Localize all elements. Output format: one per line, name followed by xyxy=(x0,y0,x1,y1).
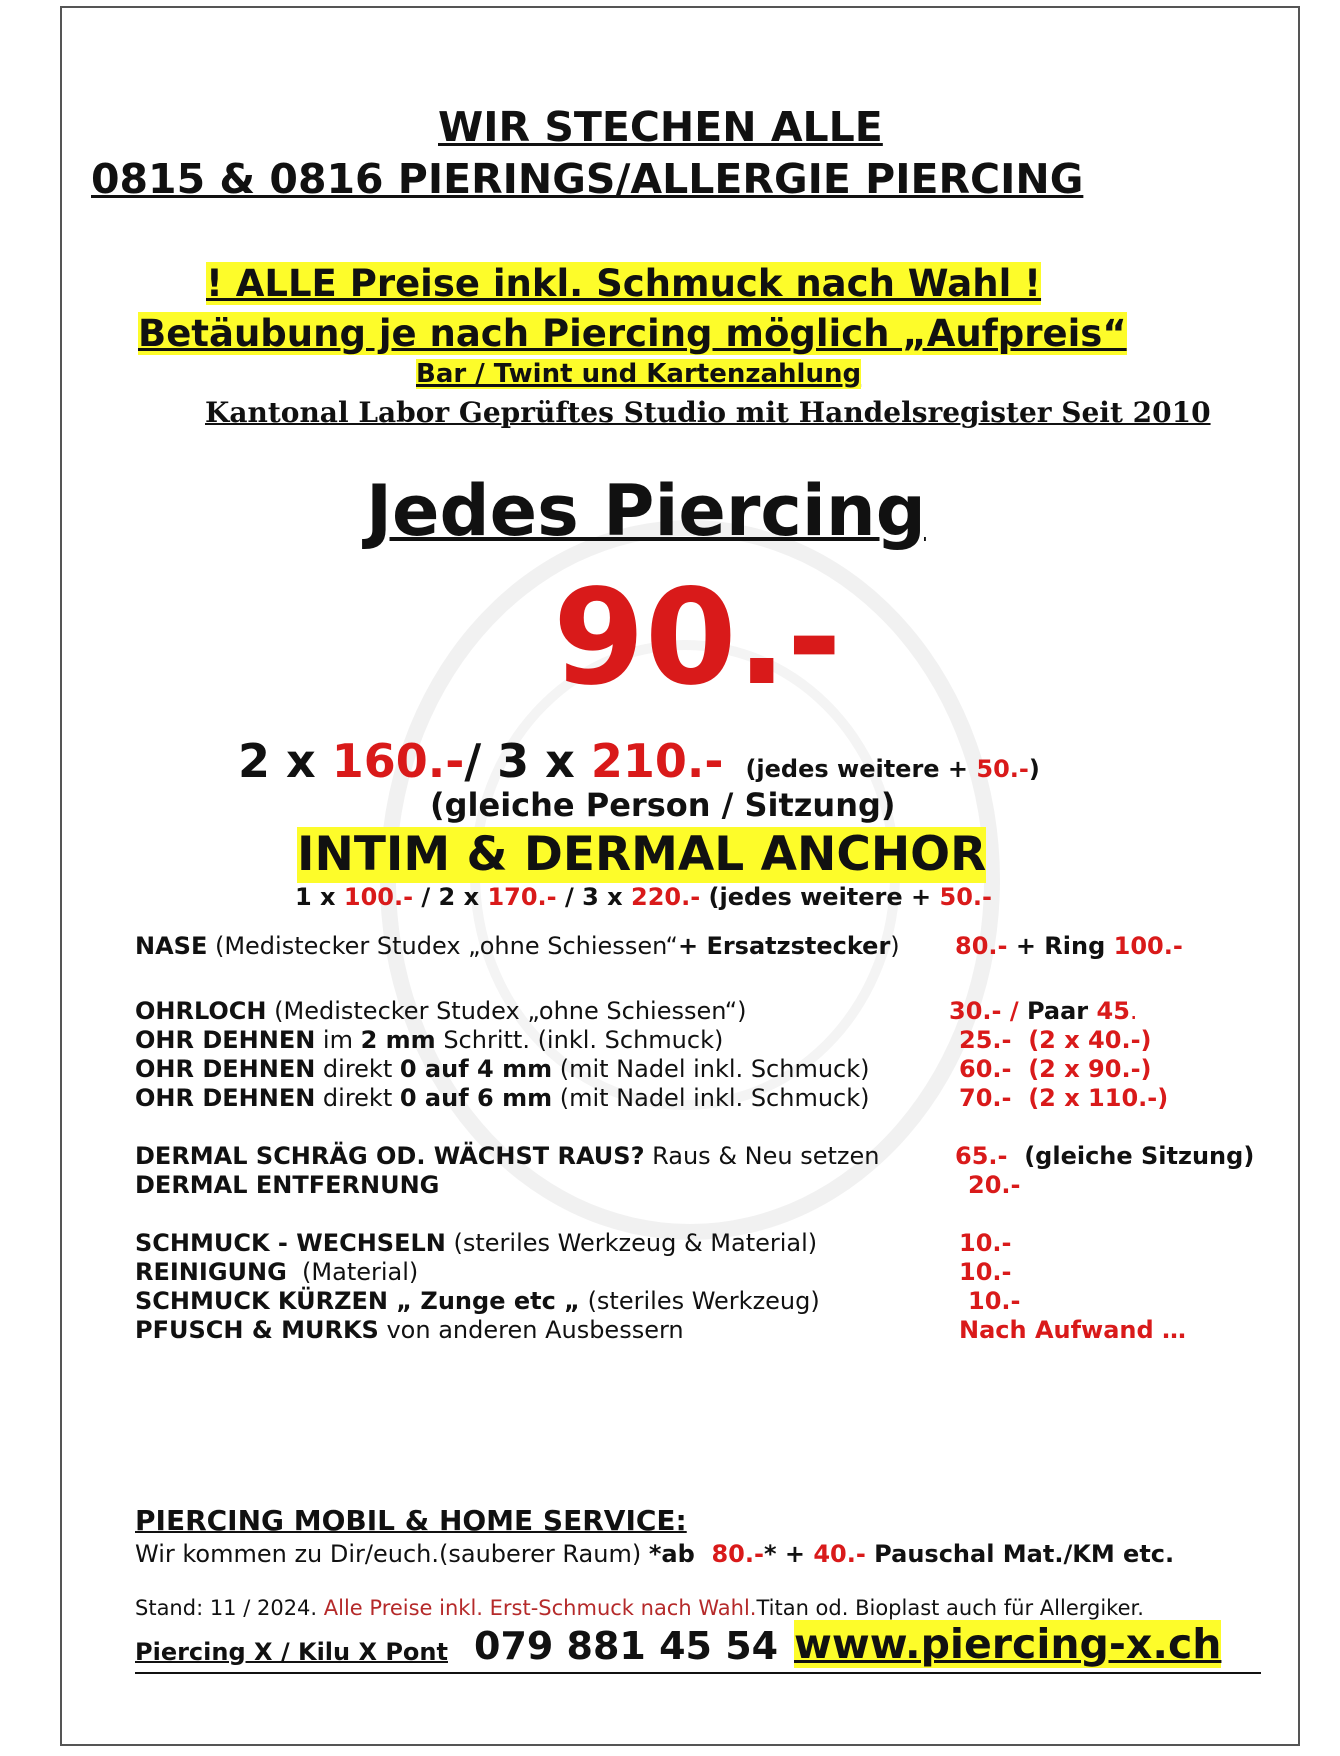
ear-row-dehnen-2mm xyxy=(135,1026,723,1055)
ear-price: 30.- xyxy=(949,997,1010,1025)
multi-price-3x: 210.- xyxy=(590,734,724,788)
mobile-text-1: Wir kommen zu Dir/euch.(sauberer Raum) xyxy=(135,1540,649,1568)
mobile-text-4: Pauschal Mat./KM etc. xyxy=(865,1540,1175,1568)
nase-desc: (Medistecker Studex „ohne Schiessen“ xyxy=(207,932,678,960)
ear-price-ohrloch xyxy=(949,997,1138,1026)
intim-title: INTIM & DERMAL ANCHOR xyxy=(297,827,987,882)
service-price-wechseln: 10.- xyxy=(959,1229,1012,1257)
nase-desc-bold: + Ersatzstecker xyxy=(677,932,891,960)
mobile-text-2: *ab xyxy=(648,1540,712,1568)
nase-ring-price: 100.- xyxy=(1113,932,1183,960)
mobile-service-title: PIERCING MOBIL & HOME SERVICE: xyxy=(135,1504,687,1537)
service-price-reinigung: 10.- xyxy=(959,1258,1012,1286)
intim-label-3: / 3 x xyxy=(556,883,632,911)
footer-stand-date: Stand: 11 / 2024. xyxy=(135,1596,324,1620)
intim-price-4: 50.- xyxy=(939,883,992,911)
mobile-service-text xyxy=(135,1540,1174,1568)
same-session-note: (gleiche Person / Sitzung) xyxy=(430,786,896,824)
service-label: PFUSCH & MURKS xyxy=(135,1316,379,1344)
ear-desc: (Medistecker Studex „ohne Schiessen“) xyxy=(266,997,747,1025)
nase-price xyxy=(955,932,1183,961)
nase-label: NASE xyxy=(135,932,208,960)
main-offer-title: Jedes Piercing xyxy=(366,470,926,552)
multi-label-3x: / 3 x xyxy=(464,734,591,788)
dermal-price: 65.- xyxy=(955,1142,1008,1170)
ear-price: 60.- xyxy=(959,1055,1012,1083)
intim-label-2: / 2 x xyxy=(413,883,488,911)
footer-website[interactable]: www.piercing-x.ch xyxy=(794,1620,1222,1668)
ear-extra-price: 45 xyxy=(1096,997,1130,1025)
nase-ring-label: + Ring xyxy=(1007,932,1114,960)
intim-label-1: 1 x xyxy=(295,883,344,911)
mobile-price-1: 80.- xyxy=(711,1540,764,1568)
intim-prices xyxy=(295,883,992,911)
footer-underline xyxy=(135,1672,1261,1674)
ear-desc: direkt xyxy=(315,1084,400,1112)
service-row-reinigung xyxy=(135,1258,418,1287)
ear-price: 70.- xyxy=(959,1084,1012,1112)
ear-extra: Paar xyxy=(1026,997,1097,1025)
ear-row-dehnen-4mm xyxy=(135,1055,870,1084)
dermal-row-fix xyxy=(135,1142,879,1171)
service-price-kuerzen: 10.- xyxy=(968,1287,1021,1315)
payment-methods: Bar / Twint und Kartenzahlung xyxy=(416,359,862,389)
intim-label-4: (jedes weitere + xyxy=(700,883,940,911)
studio-certification: Kantonal Labor Geprüftes Studio mit Handelsregister Seit 2010 xyxy=(205,396,1211,429)
ear-desc: direkt xyxy=(315,1055,400,1083)
ear-desc-2: (mit Nadel inkl. Schmuck) xyxy=(552,1055,870,1083)
mobile-price-2: 40.- xyxy=(813,1540,866,1568)
service-label: REINIGUNG xyxy=(135,1258,287,1286)
ear-desc-2: Schritt. (inkl. Schmuck) xyxy=(435,1026,724,1054)
dermal-price-fix xyxy=(955,1142,1254,1171)
multi-price-2x: 160.- xyxy=(331,734,465,788)
dermal-extra: (gleiche Sitzung) xyxy=(1007,1142,1255,1170)
dermal-label: DERMAL SCHRÄG OD. WÄCHST RAUS? xyxy=(135,1142,645,1170)
ear-desc-bold: 0 auf 4 mm xyxy=(399,1055,553,1083)
header-line-2: 0815 & 0816 PIERINGS/ALLERGIE PIERCING xyxy=(91,155,1084,203)
main-offer-price: 90.- xyxy=(553,561,842,715)
ear-price: 25.- xyxy=(959,1026,1012,1054)
ear-extra: (2 x 110.-) xyxy=(1011,1084,1169,1112)
service-price-pfusch: Nach Aufwand … xyxy=(959,1316,1187,1344)
dermal-label: DERMAL ENTFERNUNG xyxy=(135,1171,440,1199)
intim-price-2: 170.- xyxy=(487,883,557,911)
service-row-wechseln xyxy=(135,1229,817,1258)
dermal-row-remove xyxy=(135,1171,439,1200)
ear-label: OHR DEHNEN xyxy=(135,1055,316,1083)
footer-stand xyxy=(135,1596,1144,1620)
footer-studio: Piercing X / Kilu X Pont xyxy=(135,1638,448,1666)
service-desc: (steriles Werkzeug & Material) xyxy=(445,1229,818,1257)
dermal-price-remove xyxy=(968,1171,1020,1200)
service-desc: von anderen Ausbessern xyxy=(378,1316,684,1344)
ear-desc-bold: 0 auf 6 mm xyxy=(399,1084,553,1112)
banner-line-2: Betäubung je nach Piercing möglich „Aufpreis“ xyxy=(138,312,1127,355)
extra-close: ) xyxy=(1028,755,1040,783)
banner-line-1: ! ALLE Preise inkl. Schmuck nach Wahl ! xyxy=(206,262,1042,305)
header-line-1: WIR STECHEN ALLE xyxy=(438,103,883,151)
ear-desc-2: (mit Nadel inkl. Schmuck) xyxy=(552,1084,870,1112)
service-desc: (Material) xyxy=(286,1258,419,1286)
ear-extra: (2 x 90.-) xyxy=(1011,1055,1152,1083)
ear-desc: im xyxy=(315,1026,361,1054)
nase-price-value: 80.- xyxy=(955,932,1008,960)
extra-label: (jedes weitere + xyxy=(745,755,977,783)
footer-phone[interactable]: 079 881 45 54 xyxy=(474,1624,779,1668)
extra-price: 50.- xyxy=(976,755,1029,783)
ear-label: OHR DEHNEN xyxy=(135,1084,316,1112)
ear-desc-bold: 2 mm xyxy=(360,1026,436,1054)
ear-price-dehnen-4mm xyxy=(959,1055,1152,1084)
service-row-kuerzen xyxy=(135,1287,820,1316)
nase-desc-close: ) xyxy=(890,932,900,960)
intim-price-1: 100.- xyxy=(343,883,414,911)
mobile-text-3: * + xyxy=(763,1540,814,1568)
ear-price-sep: / xyxy=(1009,997,1027,1025)
ear-row-ohrloch xyxy=(135,997,747,1026)
dermal-price: 20.- xyxy=(968,1171,1021,1199)
service-label: SCHMUCK - WECHSELN xyxy=(135,1229,446,1257)
intim-price-3: 220.- xyxy=(631,883,701,911)
ear-price-dehnen-6mm xyxy=(959,1084,1168,1113)
service-desc: (steriles Werkzeug) xyxy=(579,1287,820,1315)
multi-label-2x: 2 x xyxy=(238,734,332,788)
service-row-pfusch xyxy=(135,1316,684,1345)
ear-row-dehnen-6mm xyxy=(135,1084,870,1113)
ear-extra-tail: . xyxy=(1129,997,1138,1025)
service-label: SCHMUCK KÜRZEN „ Zunge etc „ xyxy=(135,1287,580,1315)
footer-note-red: Alle Preise inkl. Erst-Schmuck nach Wahl. xyxy=(323,1596,757,1620)
footer-note: Titan od. Bioplast auch für Allergiker. xyxy=(756,1596,1144,1620)
dermal-desc: Raus & Neu setzen xyxy=(644,1142,880,1170)
nase-row xyxy=(135,932,900,961)
ear-price-dehnen-2mm xyxy=(959,1026,1152,1055)
ear-extra: (2 x 40.-) xyxy=(1011,1026,1152,1054)
ear-label: OHRLOCH xyxy=(135,997,267,1025)
ear-label: OHR DEHNEN xyxy=(135,1026,316,1054)
